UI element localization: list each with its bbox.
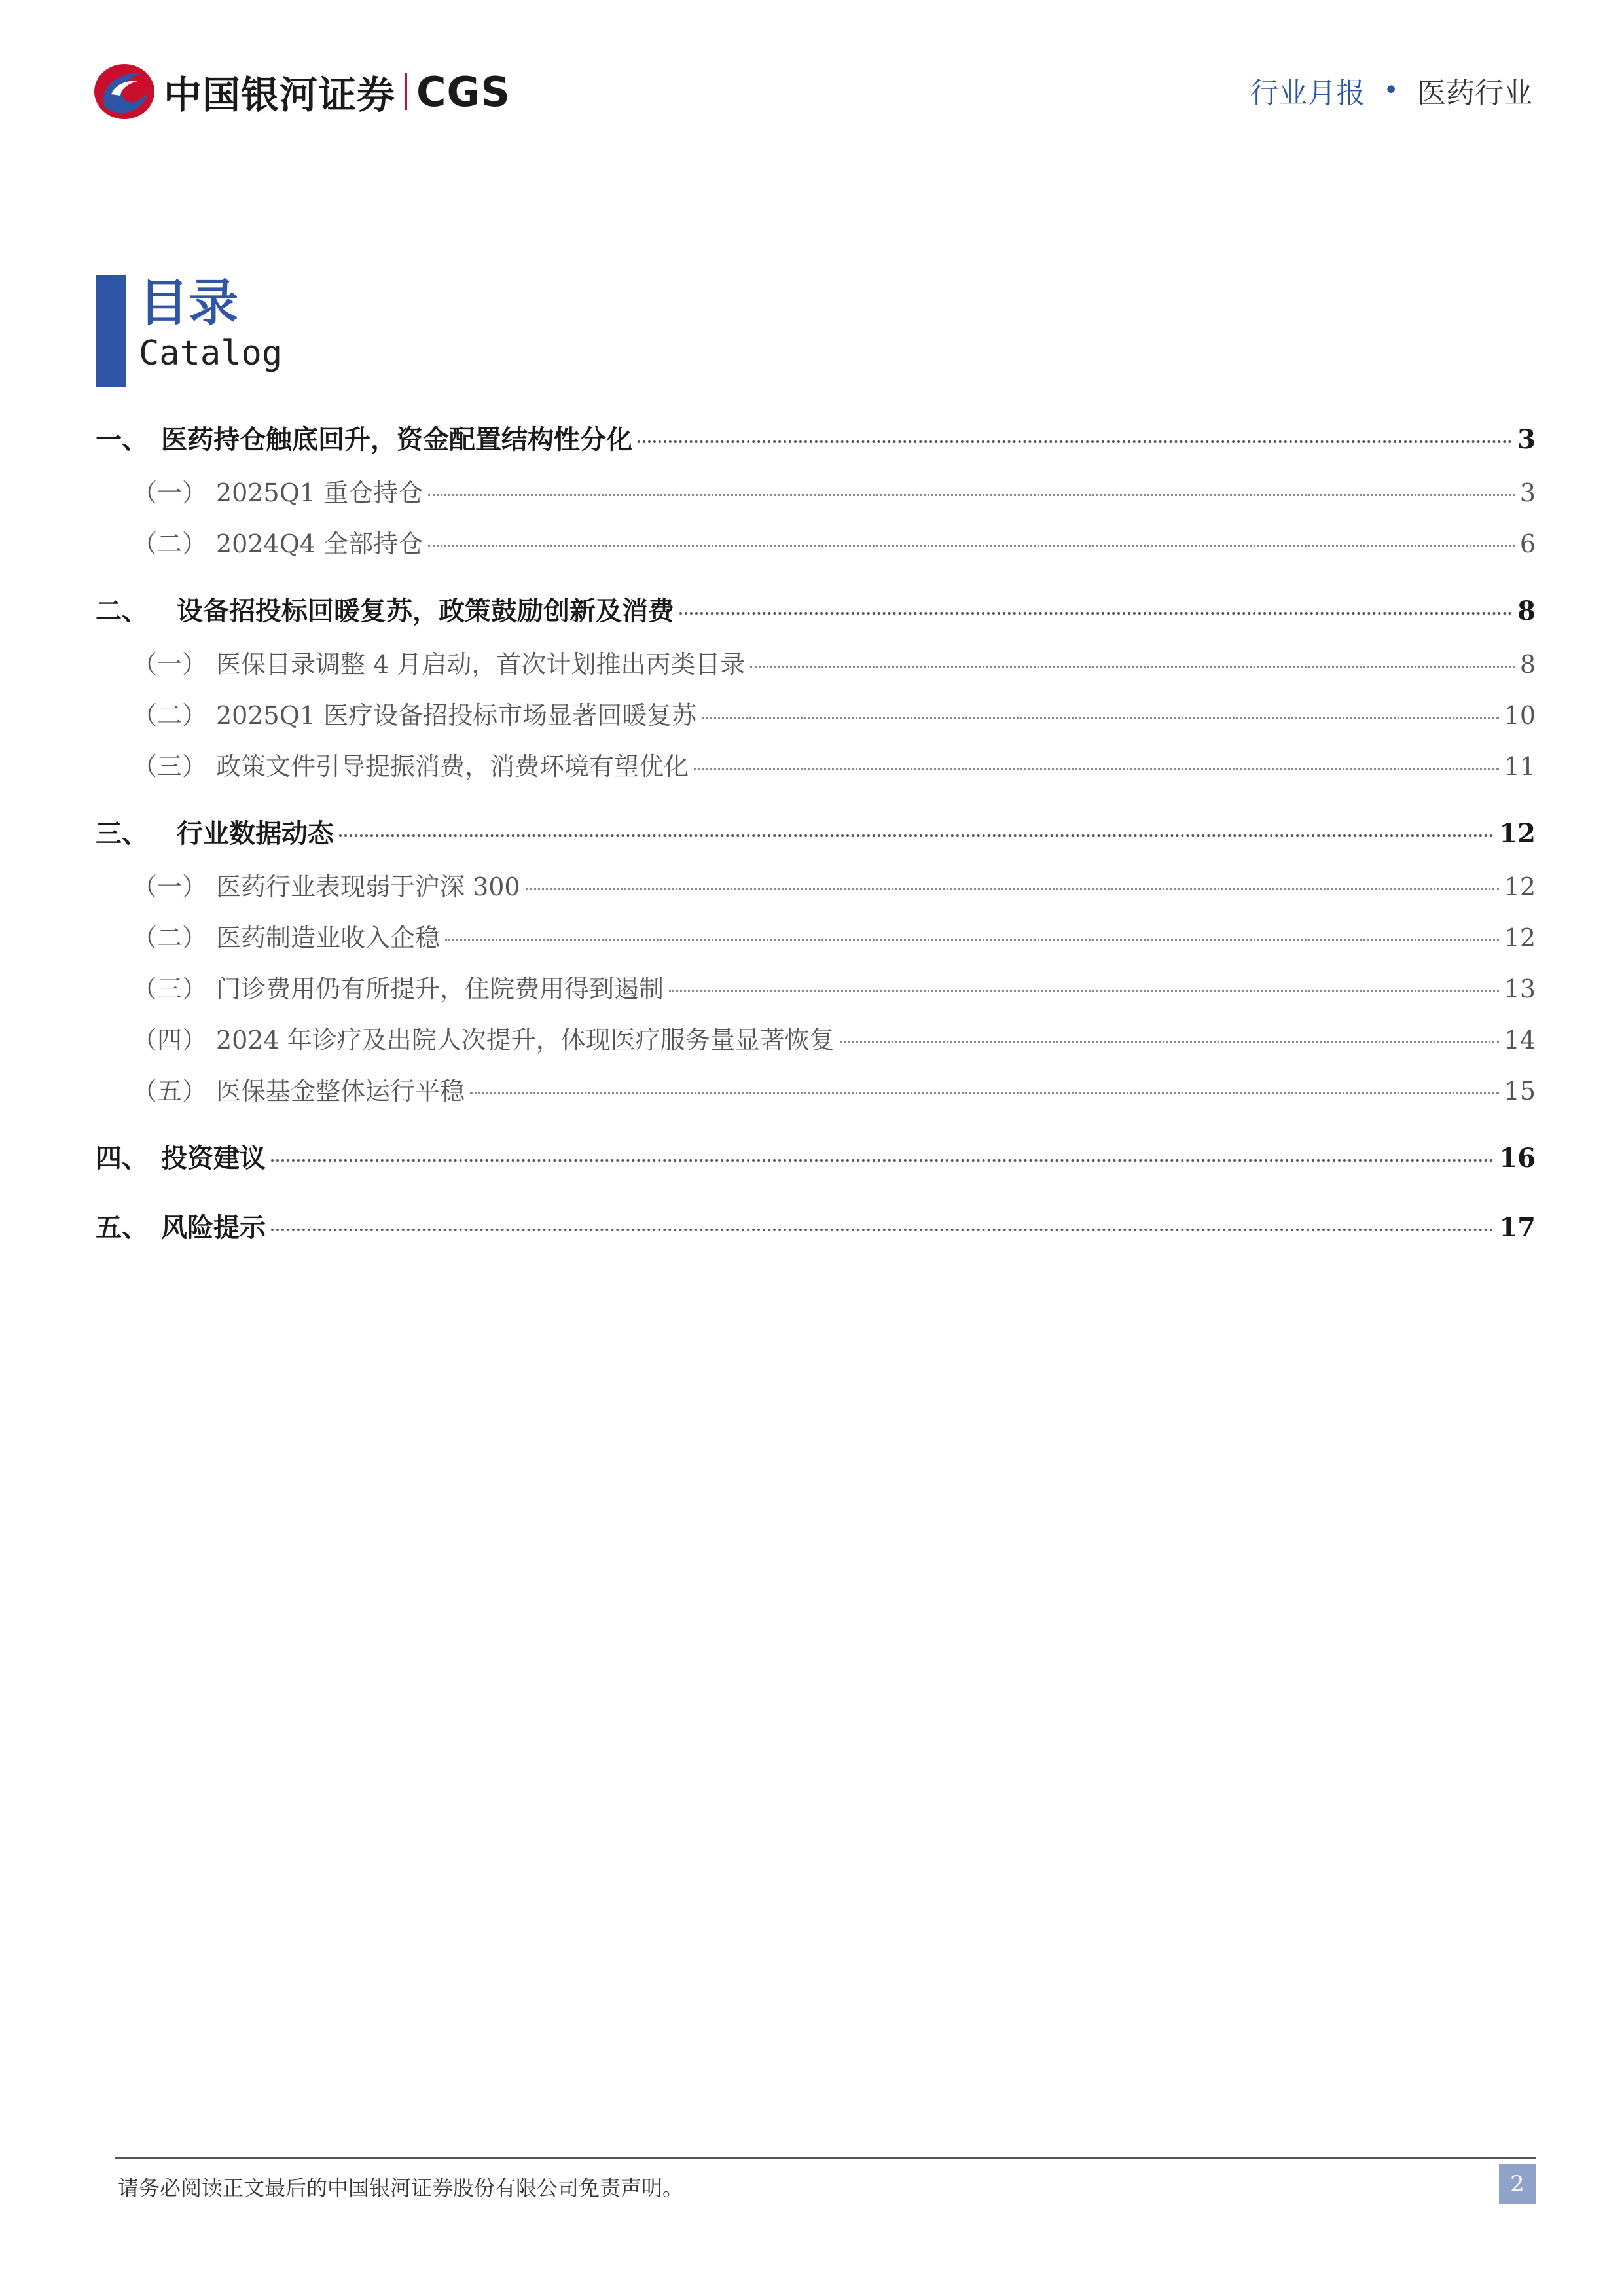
table-of-contents	[96, 419, 1536, 1261]
toc-entry-title: 医药持仓触底回升，资金配置结构性分化	[161, 424, 632, 455]
toc-section-link[interactable]	[96, 1138, 1536, 1191]
toc-entry-page: 12	[1504, 872, 1536, 901]
toc-entry-page: 15	[1504, 1077, 1536, 1105]
toc-entry-number: 五、	[96, 1212, 148, 1243]
toc-subsection-link[interactable]	[96, 695, 1536, 746]
toc-entry-page: 8	[1517, 596, 1536, 626]
toc-subsection-link[interactable]	[96, 1020, 1536, 1071]
toc-subsection-link[interactable]	[96, 969, 1536, 1020]
toc-entry-title: 投资建议	[161, 1143, 266, 1174]
toc-entry-page: 10	[1504, 701, 1536, 730]
toc-section-link[interactable]	[96, 590, 1536, 644]
toc-entry-page: 13	[1504, 975, 1536, 1003]
toc-section-link[interactable]	[96, 1207, 1536, 1261]
toc-dot-leader	[679, 612, 1512, 615]
toc-entry-title: 2024Q4 全部持仓	[216, 529, 424, 558]
toc-entry-page: 12	[1499, 818, 1536, 849]
company-logo	[92, 59, 511, 124]
toc-entry-title: 2024 年诊疗及出院人次提升，体现医疗服务量显著恢复	[216, 1026, 835, 1054]
toc-dot-leader	[428, 545, 1515, 547]
toc-subsection-link[interactable]	[96, 524, 1536, 575]
toc-dot-leader	[750, 666, 1514, 668]
toc-entry-number: （二）	[132, 924, 208, 952]
toc-dot-leader	[694, 768, 1499, 770]
catalog-accent-bar	[96, 275, 126, 387]
logo-english-name: CGS	[416, 67, 511, 116]
toc-dot-leader	[702, 717, 1499, 719]
logo-chinese-name: 中国银河证券	[164, 73, 396, 117]
toc-entry-title: 医药制造业收入企稳	[216, 924, 441, 952]
report-type-header	[1250, 69, 1532, 111]
toc-entry-number: 一、	[96, 424, 148, 455]
toc-entry-number: （三）	[132, 975, 208, 1003]
cgs-logo-icon	[92, 62, 157, 122]
toc-entry-title: 风险提示	[161, 1212, 266, 1243]
toc-subsection-link[interactable]	[96, 473, 1536, 524]
toc-section-link[interactable]	[96, 813, 1536, 867]
header-separator: •	[1383, 75, 1399, 105]
toc-dot-leader	[339, 834, 1494, 837]
toc-dot-leader	[638, 440, 1512, 443]
footer-disclaimer: 请务必阅读正文最后的中国银河证券股份有限公司免责声明。	[118, 2176, 684, 2200]
toc-entry-number: （三）	[132, 752, 208, 781]
toc-entry-number: （一）	[132, 650, 208, 679]
toc-entry-page: 11	[1504, 752, 1536, 781]
footer-divider	[115, 2157, 1536, 2159]
toc-entry-number: （五）	[132, 1077, 208, 1105]
toc-subsection-link[interactable]	[96, 918, 1536, 969]
toc-entry-number: 二、	[96, 596, 148, 626]
toc-entry-number: （一）	[132, 872, 208, 901]
toc-subsection-link[interactable]	[96, 1071, 1536, 1122]
toc-entry-page: 6	[1519, 529, 1536, 558]
toc-entry-page: 17	[1499, 1212, 1536, 1243]
page-number: 2	[1499, 2164, 1536, 2204]
toc-entry-title: 医保基金整体运行平稳	[216, 1077, 465, 1105]
toc-entry-page: 3	[1517, 424, 1536, 455]
toc-entry-title: 政策文件引导提振消费，消费环境有望优化	[216, 752, 689, 781]
toc-dot-leader	[445, 939, 1499, 941]
toc-entry-page: 14	[1504, 1026, 1536, 1054]
toc-entry-number: （二）	[132, 701, 208, 730]
toc-subsection-link[interactable]	[96, 746, 1536, 797]
toc-entry-page: 8	[1519, 650, 1536, 679]
toc-dot-leader	[428, 494, 1515, 496]
toc-subsection-link[interactable]	[96, 644, 1536, 695]
toc-dot-leader	[840, 1041, 1499, 1043]
toc-entry-number: （二）	[132, 529, 208, 558]
toc-entry-number: 四、	[96, 1143, 148, 1174]
toc-entry-title: 设备招投标回暖复苏，政策鼓励创新及消费	[177, 596, 674, 626]
catalog-subtitle: Catalog	[139, 334, 283, 373]
toc-section-link[interactable]	[96, 419, 1536, 473]
toc-entry-page: 12	[1504, 924, 1536, 952]
toc-entry-number: （四）	[132, 1026, 208, 1054]
toc-entry-title: 2025Q1 医疗设备招投标市场显著回暖复苏	[216, 701, 697, 730]
toc-dot-leader	[669, 990, 1499, 992]
toc-dot-leader	[470, 1092, 1499, 1094]
toc-dot-leader	[271, 1159, 1494, 1162]
toc-entry-page: 3	[1519, 478, 1536, 507]
industry-label: 医药行业	[1417, 77, 1532, 110]
catalog-title: 目录	[139, 274, 238, 332]
toc-entry-number: 三、	[96, 818, 148, 849]
toc-entry-title: 门诊费用仍有所提升，住院费用得到遏制	[216, 975, 664, 1003]
toc-entry-page: 16	[1499, 1143, 1536, 1174]
toc-dot-leader	[271, 1229, 1494, 1231]
toc-entry-title: 医保目录调整 4 月启动，首次计划推出丙类目录	[216, 650, 746, 679]
report-type-label: 行业月报	[1250, 77, 1365, 110]
logo-divider	[405, 73, 407, 110]
toc-subsection-link[interactable]	[96, 867, 1536, 918]
toc-entry-title: 行业数据动态	[177, 818, 334, 849]
toc-entry-title: 2025Q1 重仓持仓	[216, 478, 424, 507]
toc-dot-leader	[526, 888, 1499, 890]
toc-entry-title: 医药行业表现弱于沪深 300	[216, 872, 520, 901]
toc-entry-number: （一）	[132, 478, 208, 507]
